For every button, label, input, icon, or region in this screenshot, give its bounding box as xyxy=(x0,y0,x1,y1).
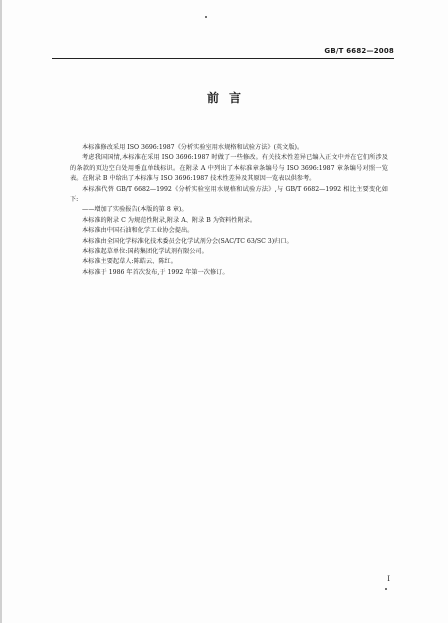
section-title: 前言 xyxy=(206,91,251,105)
paragraph-history: 本标准于 1986 年首次发布,于 1992 年第一次修订。 xyxy=(82,268,229,276)
paragraph-modifications: 考虑我国国情,本标准在采用 ISO 3696:1987 时做了一些修改。有关技术性差异已编入正文中并在它们所涉及的条款的页边空白处用垂直单线标识。在附录 A 中列出了本标准章条编号与 ISO 3696:1987 章条编号对照一览表。在附录 B 中给出了本标准与 ISO 3696:1987 技术性差异及其原因一览表以供参考。 xyxy=(70,154,388,183)
paragraph-drafters: 本标准主要起草人:陈皓云、陈红。 xyxy=(82,258,177,266)
paragraph-drafting-unit: 本标准起草单位:国药集团化学试剂有限公司。 xyxy=(82,248,208,256)
paragraph-annexes: 本标准的附录 C 为规范性附录,附录 A、附录 B 为资料性附录。 xyxy=(82,216,257,224)
paragraph-replacement: 本标准代替 GB/T 6682—1992《分析实验室用水规格和试验方法》,与 GB/T 6682—1992 相比主要变化如下: xyxy=(70,185,388,204)
standard-code: GB/T 6682—2008 xyxy=(324,47,394,55)
page-number: I xyxy=(387,575,390,583)
paragraph-proposer: 本标准由中国石油和化学工业协会提出。 xyxy=(82,227,194,235)
scan-speck xyxy=(205,16,207,18)
paragraph-adoption: 本标准修改采用 ISO 3696:1987《分析实验室用水规格和试验方法》(英文版)。 xyxy=(82,144,304,151)
paragraph-committee: 本标准由全国化学标准化技术委员会化学试剂分会(SAC/TC 63/SC 3)归口。 xyxy=(82,237,293,245)
foreword-body xyxy=(70,143,388,278)
header-rule xyxy=(52,58,394,59)
scan-speck xyxy=(385,588,387,590)
paragraph-change-item: ——增加了实验报告(本版的第 8 章)。 xyxy=(82,206,188,214)
